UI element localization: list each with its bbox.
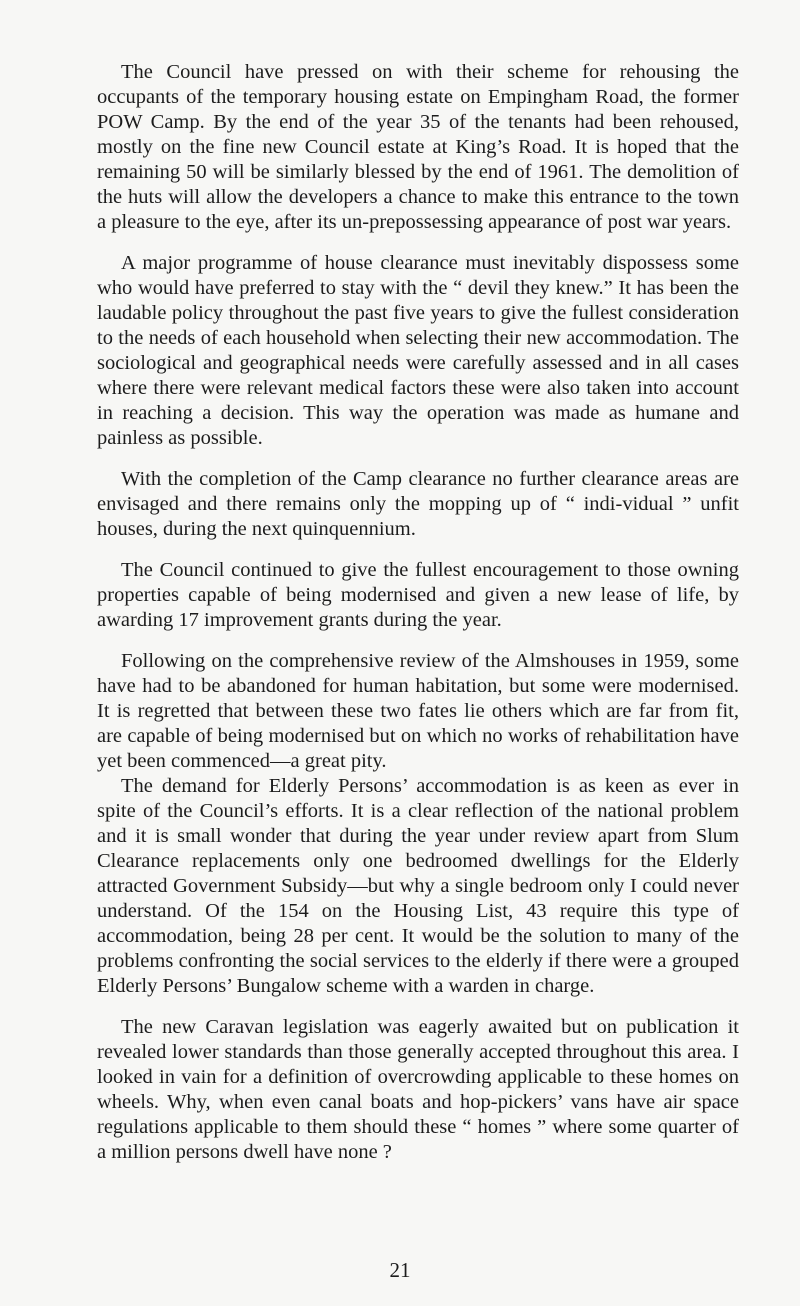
paragraph-rehousing: The Council have pressed on with their scheme for rehousing the occupants of the temporary housing estate on Empingham Road, the former POW Camp. By the end of the year 35 of the tenants had been rehoused, mostly on the fine new Council estate at King’s Road. It is hoped that the remaining 50 will be similarly blessed by the end of 1961. The demolition of the huts will allow the developers a chance to make this entrance to the town a pleasure to the eye, after its un-prepossessing appearance of post war years. xyxy=(97,61,739,233)
paragraph-almshouses: Following on the comprehensive review of the Almshouses in 1959, some have had to be abandoned for human habitation, but some were modernised. It is regretted that between these two fates lie others which are far from fit, are capable of being modernised but on which no works of rehabilitation have yet been commenced—a great pity. xyxy=(97,650,739,772)
paragraph-house-clearance: A major programme of house clearance must inevitably dispossess some who would have preferred to stay with the “ devil they knew.” It has been the laudable policy throughout the past five years to give the fullest consideration to the needs of each household when selecting their new accommodation. The sociological and geographical needs were carefully assessed and in all cases where there were relevant medical factors these were also taken into account in reaching a decision. This way the operation was made as humane and painless as possible. xyxy=(97,252,739,449)
paragraph-improvement-grants: The Council continued to give the fullest encouragement to those owning properties capable of being modernised and given a new lease of life, by awarding 17 improvement grants during the year. xyxy=(97,559,739,631)
paragraph-elderly-accommodation: The demand for Elderly Persons’ accommodation is as keen as ever in spite of the Council’s efforts. It is a clear reflection of the national problem and it is small wonder that during the year under review apart from Slum Clearance replacements only one bedroomed dwellings for the Elderly attracted Government Subsidy—but why a single bedroom only I could never understand. Of the 154 on the Housing List, 43 require this type of accommodation, being 28 per cent. It would be the solution to many of the problems confronting the social services to the elderly if there were a grouped Elderly Persons’ Bungalow scheme with a warden in charge. xyxy=(97,775,739,997)
paragraph-camp-clearance: With the completion of the Camp clearance no further clearance areas are envisaged and there remains only the mopping up of “ indi-vidual ” unfit houses, during the next quinquennium. xyxy=(97,468,739,540)
document-body xyxy=(97,60,739,1165)
page-number: 21 xyxy=(389,1258,411,1282)
paragraph-caravan-legislation: The new Caravan legislation was eagerly awaited but on publication it revealed lower standards than those generally accepted throughout this area. I looked in vain for a definition of overcrowding applicable to these homes on wheels. Why, when even canal boats and hop-pickers’ vans have air space regulations applicable to them should these “ homes ” where some quarter of a million persons dwell have none ? xyxy=(97,1016,739,1163)
